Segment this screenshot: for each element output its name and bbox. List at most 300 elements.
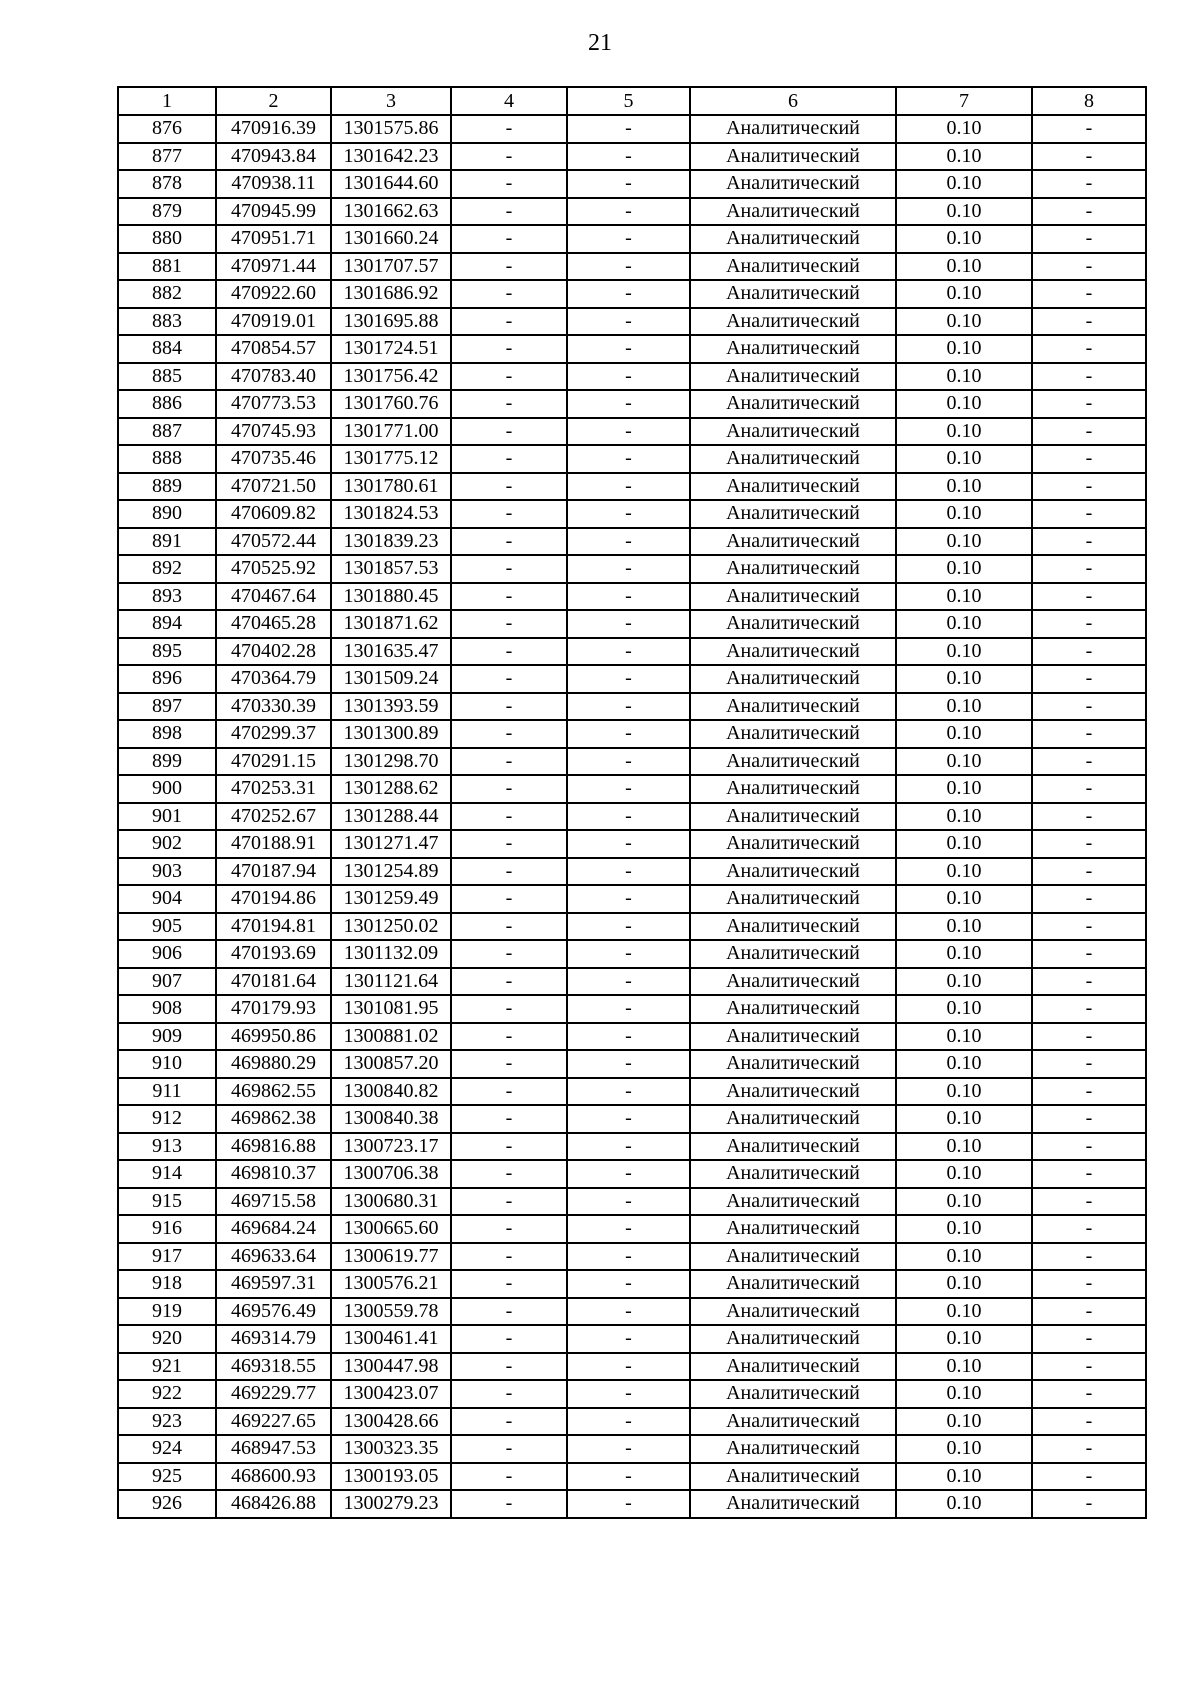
x-coordinate-cell: 470735.46: [216, 445, 331, 473]
point-number-cell: 889: [118, 473, 216, 501]
column-8-cell: -: [1032, 445, 1146, 473]
y-coordinate-cell: 1300423.07: [331, 1380, 451, 1408]
point-number-cell: 907: [118, 968, 216, 996]
method-cell: Аналитический: [690, 1105, 896, 1133]
y-coordinate-cell: 1300576.21: [331, 1270, 451, 1298]
column-5-cell: -: [567, 1160, 690, 1188]
column-4-cell: -: [451, 1490, 567, 1518]
column-4-cell: -: [451, 638, 567, 666]
column-8-cell: -: [1032, 115, 1146, 143]
x-coordinate-cell: 470465.28: [216, 610, 331, 638]
column-5-cell: -: [567, 1243, 690, 1271]
column-4-cell: -: [451, 1160, 567, 1188]
x-coordinate-cell: 468426.88: [216, 1490, 331, 1518]
point-number-cell: 886: [118, 390, 216, 418]
method-cell: Аналитический: [690, 473, 896, 501]
point-number-cell: 891: [118, 528, 216, 556]
point-number-cell: 911: [118, 1078, 216, 1106]
method-cell: Аналитический: [690, 968, 896, 996]
method-cell: Аналитический: [690, 885, 896, 913]
column-5-cell: -: [567, 583, 690, 611]
column-4-cell: -: [451, 1325, 567, 1353]
accuracy-cell: 0.10: [896, 528, 1032, 556]
table-row: [118, 1050, 1146, 1078]
point-number-cell: 880: [118, 225, 216, 253]
method-cell: Аналитический: [690, 143, 896, 171]
column-8-cell: -: [1032, 1490, 1146, 1518]
method-cell: Аналитический: [690, 940, 896, 968]
method-cell: Аналитический: [690, 1435, 896, 1463]
column-4-cell: -: [451, 1380, 567, 1408]
point-number-cell: 903: [118, 858, 216, 886]
x-coordinate-cell: 470187.94: [216, 858, 331, 886]
accuracy-cell: 0.10: [896, 1298, 1032, 1326]
column-4-cell: -: [451, 1188, 567, 1216]
accuracy-cell: 0.10: [896, 583, 1032, 611]
accuracy-cell: 0.10: [896, 858, 1032, 886]
point-number-cell: 922: [118, 1380, 216, 1408]
column-4-cell: -: [451, 1435, 567, 1463]
table-row: [118, 555, 1146, 583]
column-4-cell: -: [451, 830, 567, 858]
table-row: [118, 665, 1146, 693]
point-number-cell: 881: [118, 253, 216, 281]
x-coordinate-cell: 469318.55: [216, 1353, 331, 1381]
column-5-cell: -: [567, 1353, 690, 1381]
point-number-cell: 898: [118, 720, 216, 748]
table-row: [118, 913, 1146, 941]
point-number-cell: 913: [118, 1133, 216, 1161]
x-coordinate-cell: 470945.99: [216, 198, 331, 226]
table-row: [118, 335, 1146, 363]
column-8-cell: -: [1032, 1188, 1146, 1216]
column-8-cell: -: [1032, 720, 1146, 748]
y-coordinate-cell: 1301642.23: [331, 143, 451, 171]
column-5-cell: -: [567, 253, 690, 281]
table-row: [118, 720, 1146, 748]
x-coordinate-cell: 470299.37: [216, 720, 331, 748]
point-number-cell: 901: [118, 803, 216, 831]
accuracy-cell: 0.10: [896, 830, 1032, 858]
accuracy-cell: 0.10: [896, 473, 1032, 501]
column-8-cell: -: [1032, 390, 1146, 418]
accuracy-cell: 0.10: [896, 1023, 1032, 1051]
method-cell: Аналитический: [690, 1325, 896, 1353]
point-number-cell: 877: [118, 143, 216, 171]
x-coordinate-cell: 470609.82: [216, 500, 331, 528]
column-4-cell: -: [451, 225, 567, 253]
y-coordinate-cell: 1301250.02: [331, 913, 451, 941]
accuracy-cell: 0.10: [896, 1353, 1032, 1381]
accuracy-cell: 0.10: [896, 610, 1032, 638]
method-cell: Аналитический: [690, 803, 896, 831]
point-number-cell: 912: [118, 1105, 216, 1133]
table-row: [118, 500, 1146, 528]
column-8-cell: -: [1032, 803, 1146, 831]
y-coordinate-cell: 1301644.60: [331, 170, 451, 198]
column-4-cell: -: [451, 500, 567, 528]
accuracy-cell: 0.10: [896, 720, 1032, 748]
y-coordinate-cell: 1301132.09: [331, 940, 451, 968]
column-8-cell: -: [1032, 198, 1146, 226]
table-row: [118, 528, 1146, 556]
method-cell: Аналитический: [690, 418, 896, 446]
x-coordinate-cell: 469715.58: [216, 1188, 331, 1216]
column-5-cell: -: [567, 473, 690, 501]
accuracy-cell: 0.10: [896, 335, 1032, 363]
page-number: 21: [588, 30, 612, 56]
column-8-cell: -: [1032, 170, 1146, 198]
column-5-cell: -: [567, 390, 690, 418]
point-number-cell: 887: [118, 418, 216, 446]
point-number-cell: 921: [118, 1353, 216, 1381]
method-cell: Аналитический: [690, 1490, 896, 1518]
column-8-cell: -: [1032, 995, 1146, 1023]
accuracy-cell: 0.10: [896, 198, 1032, 226]
point-number-cell: 904: [118, 885, 216, 913]
column-8-cell: -: [1032, 1050, 1146, 1078]
column-5-cell: -: [567, 748, 690, 776]
method-cell: Аналитический: [690, 198, 896, 226]
table-row: [118, 115, 1146, 143]
accuracy-cell: 0.10: [896, 280, 1032, 308]
point-number-cell: 884: [118, 335, 216, 363]
column-8-cell: -: [1032, 335, 1146, 363]
accuracy-cell: 0.10: [896, 995, 1032, 1023]
method-cell: Аналитический: [690, 775, 896, 803]
column-8-cell: -: [1032, 775, 1146, 803]
accuracy-cell: 0.10: [896, 500, 1032, 528]
point-number-cell: 915: [118, 1188, 216, 1216]
column-5-cell: -: [567, 995, 690, 1023]
table-row: [118, 253, 1146, 281]
column-5-cell: -: [567, 363, 690, 391]
accuracy-cell: 0.10: [896, 1105, 1032, 1133]
column-8-cell: -: [1032, 1353, 1146, 1381]
x-coordinate-cell: 470194.86: [216, 885, 331, 913]
x-coordinate-cell: 470922.60: [216, 280, 331, 308]
column-4-cell: -: [451, 1270, 567, 1298]
y-coordinate-cell: 1301509.24: [331, 665, 451, 693]
x-coordinate-cell: 470181.64: [216, 968, 331, 996]
method-cell: Аналитический: [690, 363, 896, 391]
point-number-cell: 896: [118, 665, 216, 693]
column-8-cell: -: [1032, 1160, 1146, 1188]
column-4-cell: -: [451, 308, 567, 336]
column-4-cell: -: [451, 1408, 567, 1436]
accuracy-cell: 0.10: [896, 1078, 1032, 1106]
accuracy-cell: 0.10: [896, 115, 1032, 143]
method-cell: Аналитический: [690, 995, 896, 1023]
method-cell: Аналитический: [690, 1023, 896, 1051]
method-cell: Аналитический: [690, 748, 896, 776]
point-number-cell: 883: [118, 308, 216, 336]
column-5-cell: -: [567, 858, 690, 886]
y-coordinate-cell: 1300680.31: [331, 1188, 451, 1216]
x-coordinate-cell: 469862.55: [216, 1078, 331, 1106]
method-cell: Аналитический: [690, 1243, 896, 1271]
point-number-cell: 892: [118, 555, 216, 583]
x-coordinate-cell: 469862.38: [216, 1105, 331, 1133]
method-cell: Аналитический: [690, 1078, 896, 1106]
x-coordinate-cell: 469950.86: [216, 1023, 331, 1051]
column-5-cell: -: [567, 1325, 690, 1353]
column-5-cell: -: [567, 1490, 690, 1518]
column-5-cell: -: [567, 528, 690, 556]
y-coordinate-cell: 1301857.53: [331, 555, 451, 583]
point-number-cell: 888: [118, 445, 216, 473]
column-8-cell: -: [1032, 583, 1146, 611]
table-row: [118, 308, 1146, 336]
point-number-cell: 918: [118, 1270, 216, 1298]
x-coordinate-cell: 470364.79: [216, 665, 331, 693]
table-row: [118, 363, 1146, 391]
point-number-cell: 917: [118, 1243, 216, 1271]
method-cell: Аналитический: [690, 858, 896, 886]
column-5-cell: -: [567, 885, 690, 913]
accuracy-cell: 0.10: [896, 1243, 1032, 1271]
y-coordinate-cell: 1300723.17: [331, 1133, 451, 1161]
column-4-cell: -: [451, 913, 567, 941]
y-coordinate-cell: 1301575.86: [331, 115, 451, 143]
point-number-cell: 910: [118, 1050, 216, 1078]
table-row: [118, 280, 1146, 308]
accuracy-cell: 0.10: [896, 693, 1032, 721]
column-8-cell: -: [1032, 1243, 1146, 1271]
column-number-header: 5: [567, 87, 690, 115]
column-4-cell: -: [451, 995, 567, 1023]
y-coordinate-cell: 1301662.63: [331, 198, 451, 226]
column-5-cell: -: [567, 1105, 690, 1133]
accuracy-cell: 0.10: [896, 170, 1032, 198]
column-4-cell: -: [451, 115, 567, 143]
column-4-cell: -: [451, 665, 567, 693]
column-8-cell: -: [1032, 1023, 1146, 1051]
table-row: [118, 858, 1146, 886]
column-5-cell: -: [567, 143, 690, 171]
column-number-header: 8: [1032, 87, 1146, 115]
point-number-cell: 899: [118, 748, 216, 776]
method-cell: Аналитический: [690, 1270, 896, 1298]
column-5-cell: -: [567, 968, 690, 996]
column-4-cell: -: [451, 610, 567, 638]
table-row: [118, 1133, 1146, 1161]
column-4-cell: -: [451, 170, 567, 198]
y-coordinate-cell: 1301686.92: [331, 280, 451, 308]
accuracy-cell: 0.10: [896, 885, 1032, 913]
column-5-cell: -: [567, 720, 690, 748]
column-8-cell: -: [1032, 940, 1146, 968]
x-coordinate-cell: 468600.93: [216, 1463, 331, 1491]
accuracy-cell: 0.10: [896, 775, 1032, 803]
y-coordinate-cell: 1301880.45: [331, 583, 451, 611]
x-coordinate-cell: 469576.49: [216, 1298, 331, 1326]
column-8-cell: -: [1032, 308, 1146, 336]
y-coordinate-cell: 1300279.23: [331, 1490, 451, 1518]
column-5-cell: -: [567, 1078, 690, 1106]
column-8-cell: -: [1032, 1105, 1146, 1133]
method-cell: Аналитический: [690, 610, 896, 638]
column-5-cell: -: [567, 1435, 690, 1463]
method-cell: Аналитический: [690, 1188, 896, 1216]
column-5-cell: -: [567, 940, 690, 968]
accuracy-cell: 0.10: [896, 1270, 1032, 1298]
y-coordinate-cell: 1300559.78: [331, 1298, 451, 1326]
column-4-cell: -: [451, 748, 567, 776]
accuracy-cell: 0.10: [896, 308, 1032, 336]
method-cell: Аналитический: [690, 1463, 896, 1491]
table-row: [118, 1078, 1146, 1106]
method-cell: Аналитический: [690, 1133, 896, 1161]
accuracy-cell: 0.10: [896, 143, 1032, 171]
column-5-cell: -: [567, 555, 690, 583]
x-coordinate-cell: 470291.15: [216, 748, 331, 776]
column-8-cell: -: [1032, 473, 1146, 501]
column-5-cell: -: [567, 1408, 690, 1436]
method-cell: Аналитический: [690, 665, 896, 693]
column-5-cell: -: [567, 170, 690, 198]
column-8-cell: -: [1032, 143, 1146, 171]
column-8-cell: -: [1032, 610, 1146, 638]
table-row: [118, 1490, 1146, 1518]
x-coordinate-cell: 470943.84: [216, 143, 331, 171]
table-row: [118, 1380, 1146, 1408]
x-coordinate-cell: 470467.64: [216, 583, 331, 611]
column-8-cell: -: [1032, 280, 1146, 308]
table-row: [118, 143, 1146, 171]
method-cell: Аналитический: [690, 720, 896, 748]
accuracy-cell: 0.10: [896, 1325, 1032, 1353]
method-cell: Аналитический: [690, 280, 896, 308]
accuracy-cell: 0.10: [896, 1490, 1032, 1518]
point-number-cell: 879: [118, 198, 216, 226]
column-4-cell: -: [451, 1298, 567, 1326]
table-row: [118, 940, 1146, 968]
column-8-cell: -: [1032, 1215, 1146, 1243]
y-coordinate-cell: 1301756.42: [331, 363, 451, 391]
column-4-cell: -: [451, 143, 567, 171]
method-cell: Аналитический: [690, 1298, 896, 1326]
table-row: [118, 968, 1146, 996]
column-8-cell: -: [1032, 1298, 1146, 1326]
y-coordinate-cell: 1301775.12: [331, 445, 451, 473]
x-coordinate-cell: 469229.77: [216, 1380, 331, 1408]
column-4-cell: -: [451, 940, 567, 968]
column-4-cell: -: [451, 363, 567, 391]
column-5-cell: -: [567, 500, 690, 528]
table-row: [118, 775, 1146, 803]
column-4-cell: -: [451, 885, 567, 913]
x-coordinate-cell: 470525.92: [216, 555, 331, 583]
column-4-cell: -: [451, 1215, 567, 1243]
table-row: [118, 445, 1146, 473]
x-coordinate-cell: 470572.44: [216, 528, 331, 556]
method-cell: Аналитический: [690, 583, 896, 611]
y-coordinate-cell: 1301288.62: [331, 775, 451, 803]
x-coordinate-cell: 469314.79: [216, 1325, 331, 1353]
column-8-cell: -: [1032, 528, 1146, 556]
column-5-cell: -: [567, 1463, 690, 1491]
method-cell: Аналитический: [690, 170, 896, 198]
x-coordinate-cell: 470951.71: [216, 225, 331, 253]
point-number-cell: 926: [118, 1490, 216, 1518]
column-4-cell: -: [451, 693, 567, 721]
accuracy-cell: 0.10: [896, 1463, 1032, 1491]
table-row: [118, 638, 1146, 666]
column-8-cell: -: [1032, 500, 1146, 528]
method-cell: Аналитический: [690, 500, 896, 528]
table-row: [118, 1215, 1146, 1243]
column-5-cell: -: [567, 1188, 690, 1216]
y-coordinate-cell: 1301298.70: [331, 748, 451, 776]
table-row: [118, 198, 1146, 226]
column-5-cell: -: [567, 445, 690, 473]
y-coordinate-cell: 1301081.95: [331, 995, 451, 1023]
accuracy-cell: 0.10: [896, 1380, 1032, 1408]
x-coordinate-cell: 470188.91: [216, 830, 331, 858]
y-coordinate-cell: 1301780.61: [331, 473, 451, 501]
column-4-cell: -: [451, 1078, 567, 1106]
column-8-cell: -: [1032, 1380, 1146, 1408]
method-cell: Аналитический: [690, 528, 896, 556]
column-8-cell: -: [1032, 418, 1146, 446]
table-row: [118, 1160, 1146, 1188]
accuracy-cell: 0.10: [896, 1133, 1032, 1161]
column-4-cell: -: [451, 335, 567, 363]
y-coordinate-cell: 1300461.41: [331, 1325, 451, 1353]
column-5-cell: -: [567, 1298, 690, 1326]
x-coordinate-cell: 470721.50: [216, 473, 331, 501]
point-number-cell: 902: [118, 830, 216, 858]
y-coordinate-cell: 1300706.38: [331, 1160, 451, 1188]
column-4-cell: -: [451, 1243, 567, 1271]
column-4-cell: -: [451, 583, 567, 611]
column-4-cell: -: [451, 720, 567, 748]
column-8-cell: -: [1032, 693, 1146, 721]
method-cell: Аналитический: [690, 638, 896, 666]
y-coordinate-cell: 1301760.76: [331, 390, 451, 418]
table-row: [118, 748, 1146, 776]
y-coordinate-cell: 1300665.60: [331, 1215, 451, 1243]
column-5-cell: -: [567, 693, 690, 721]
y-coordinate-cell: 1300619.77: [331, 1243, 451, 1271]
point-number-cell: 909: [118, 1023, 216, 1051]
method-cell: Аналитический: [690, 555, 896, 583]
x-coordinate-cell: 469597.31: [216, 1270, 331, 1298]
method-cell: Аналитический: [690, 445, 896, 473]
point-number-cell: 914: [118, 1160, 216, 1188]
column-8-cell: -: [1032, 253, 1146, 281]
x-coordinate-cell: 470252.67: [216, 803, 331, 831]
point-number-cell: 923: [118, 1408, 216, 1436]
column-5-cell: -: [567, 638, 690, 666]
column-8-cell: -: [1032, 885, 1146, 913]
column-4-cell: -: [451, 803, 567, 831]
point-number-cell: 895: [118, 638, 216, 666]
x-coordinate-cell: 468947.53: [216, 1435, 331, 1463]
table-row: [118, 995, 1146, 1023]
column-4-cell: -: [451, 555, 567, 583]
point-number-cell: 893: [118, 583, 216, 611]
column-5-cell: -: [567, 665, 690, 693]
column-8-cell: -: [1032, 665, 1146, 693]
method-cell: Аналитический: [690, 913, 896, 941]
column-8-cell: -: [1032, 1463, 1146, 1491]
x-coordinate-cell: 470783.40: [216, 363, 331, 391]
column-number-header: 3: [331, 87, 451, 115]
accuracy-cell: 0.10: [896, 940, 1032, 968]
method-cell: Аналитический: [690, 225, 896, 253]
